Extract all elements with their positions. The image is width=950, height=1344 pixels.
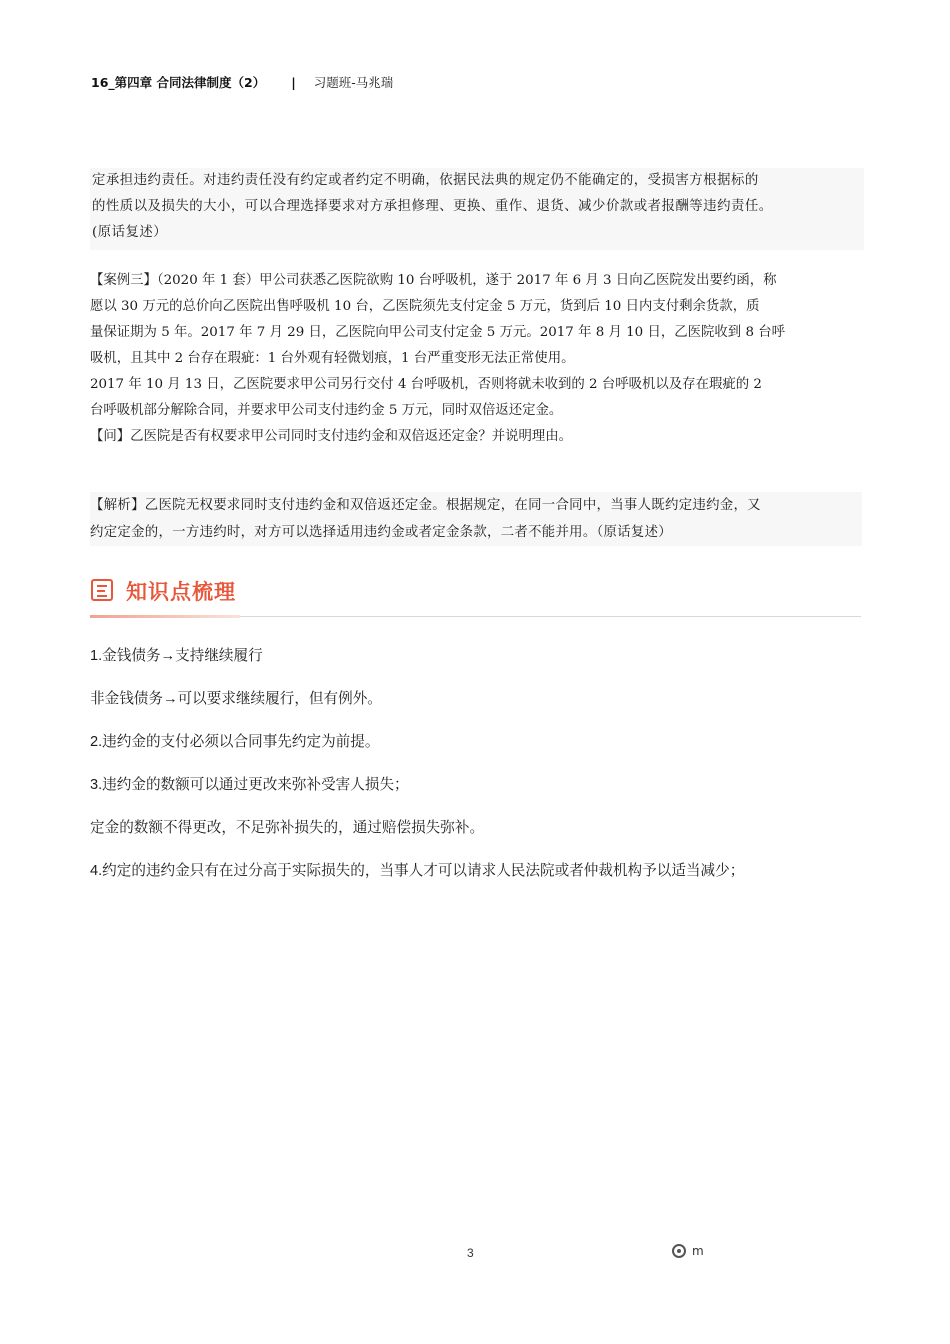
logo-text: m (692, 1244, 704, 1258)
case-line: 2017 年 10 月 13 日，乙医院要求甲公司另行交付 4 台呼吸机，否则将就未收到的 2 台呼吸机以及存在瑕疵的 2 (90, 377, 762, 392)
ring-logo-icon (672, 1244, 686, 1258)
answer-continuation (90, 168, 864, 250)
point-item: 2.违约金的支付必须以合同事先约定为前提。 (90, 734, 380, 750)
case-three (90, 268, 862, 448)
section-title-underline (90, 615, 240, 618)
point-item: 定金的数额不得更改，不足弥补损失的，通过赔偿损失弥补。 (90, 820, 485, 836)
case-line: 吸机，且其中 2 台存在瑕疵：1 台外观有轻微划痕，1 台严重变形无法正常使用。 (90, 351, 575, 366)
class-name: 习题班-马兆瑞 (313, 75, 394, 90)
point-item: 3.违约金的数额可以通过更改来弥补受害人损失； (90, 777, 409, 793)
chapter-title: 16_第四章 合同法律制度（2） (91, 75, 266, 90)
analysis-block (90, 492, 862, 546)
point-item: 非金钱债务→可以要求继续履行，但有例外。 (90, 691, 382, 707)
list-note-icon (91, 579, 113, 601)
analysis-line: 约定定金的，一方违约时，对方可以选择适用违约金或者定金条款，二者不能并用。（原话复述） (90, 525, 672, 540)
question-line: 【问】乙医院是否有权要求甲公司同时支付违约金和双倍返还定金？并说明理由。 (90, 429, 573, 444)
point-item: 4.约定的违约金只有在过分高于实际损失的，当事人才可以请求人民法院或者仲裁机构予以适当减少； (90, 863, 745, 879)
analysis-line: 【解析】乙医院无权要求同时支付违约金和双倍返还定金。根据规定，在同一合同中，当事人既约定违约金，又 (90, 498, 761, 513)
answer-line: 的性质以及损失的大小，可以合理选择要求对方承担修理、更换、重作、退货、减少价款或者报酬等违约责任。 (92, 199, 773, 214)
point-item: 1.金钱债务→支持继续履行 (90, 648, 263, 664)
knowledge-points (90, 640, 870, 898)
answer-line: 定承担违约责任。对违约责任没有约定或者约定不明确，依据民法典的规定仍不能确定的，受损害方根据标的 (92, 173, 759, 188)
page-header (91, 72, 393, 92)
case-line: 愿以 30 万元的总价向乙医院出售呼吸机 10 台，乙医院须先支付定金 5 万元，货到后 10 日内支付剩余货款，质 (90, 299, 760, 314)
case-line: 量保证期为 5 年。2017 年 7 月 29 日，乙医院向甲公司支付定金 5 万元。2017 年 8 月 10 日，乙医院收到 8 台呼 (90, 325, 785, 340)
section-title: 知识点梳理 (126, 580, 236, 604)
page-number: 3 (467, 1246, 474, 1260)
answer-line: (原话复述） (92, 225, 168, 240)
case-line: 【案例三】（2020 年 1 套）甲公司获悉乙医院欲购 10 台呼吸机，遂于 2017 年 6 月 3 日向乙医院发出要约函，称 (90, 273, 777, 288)
section-heading (90, 574, 861, 617)
case-line: 台呼吸机部分解除合同，并要求甲公司支付违约金 5 万元，同时双倍返还定金。 (90, 403, 563, 418)
header-separator: | (291, 74, 296, 90)
footer-logo (672, 1244, 704, 1258)
